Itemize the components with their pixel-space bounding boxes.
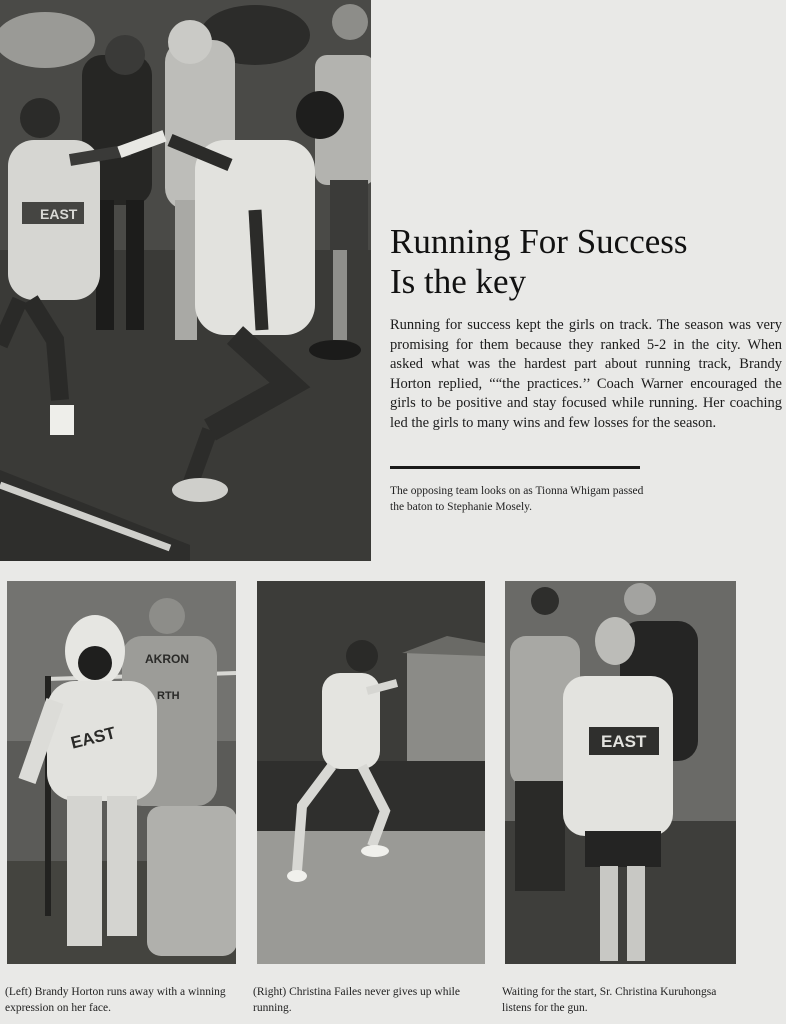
bystander-shirt-text-1: AKRON: [145, 652, 189, 666]
photo-baton-pass: [0, 0, 371, 561]
photo-christina-kuruhongsa: [505, 581, 736, 964]
photo-christina-failes-image: [257, 581, 485, 964]
main-photo-caption: The opposing team looks on as Tionna Whigam passed the baton to Stephanie Mosely.: [390, 485, 644, 513]
photo-christina-kuruhongsa-image: [505, 581, 736, 964]
bystander-shirt-text-2: RTH: [157, 690, 180, 702]
headline-line-1: Running For Success: [390, 222, 688, 261]
photo-baton-pass-image: [0, 0, 371, 561]
photo-brandy-horton: [7, 581, 236, 964]
right-shirt-text: EAST: [601, 732, 647, 751]
hoodie-text: EAST: [68, 723, 118, 753]
divider-rule: [390, 466, 640, 469]
article-body: Running for success kept the girls on track. The season was very promising for them because they ranked 5-2 in the city. When asked what was the hardest part about running track, Brandy Horton replied, ““the practices.’’ Coach Warner encouraged the girls to be positive and stay focused while running. Her coaching led the girls to many wins and few losses for the season.: [390, 317, 782, 431]
caption-middle-photo: (Right) Christina Failes never gives up while running.: [253, 986, 460, 1014]
article-headline: [390, 222, 770, 302]
photo-brandy-horton-image: [7, 581, 236, 964]
photo-christina-failes: [257, 581, 485, 964]
caption-right-photo: Waiting for the start, Sr. Christina Kuruhongsa listens for the gun.: [502, 986, 717, 1014]
headline-line-2: Is the key: [390, 262, 527, 301]
main-shirt-text: EAST: [40, 206, 78, 222]
caption-left-photo: (Left) Brandy Horton runs away with a winning expression on her face.: [5, 986, 226, 1014]
